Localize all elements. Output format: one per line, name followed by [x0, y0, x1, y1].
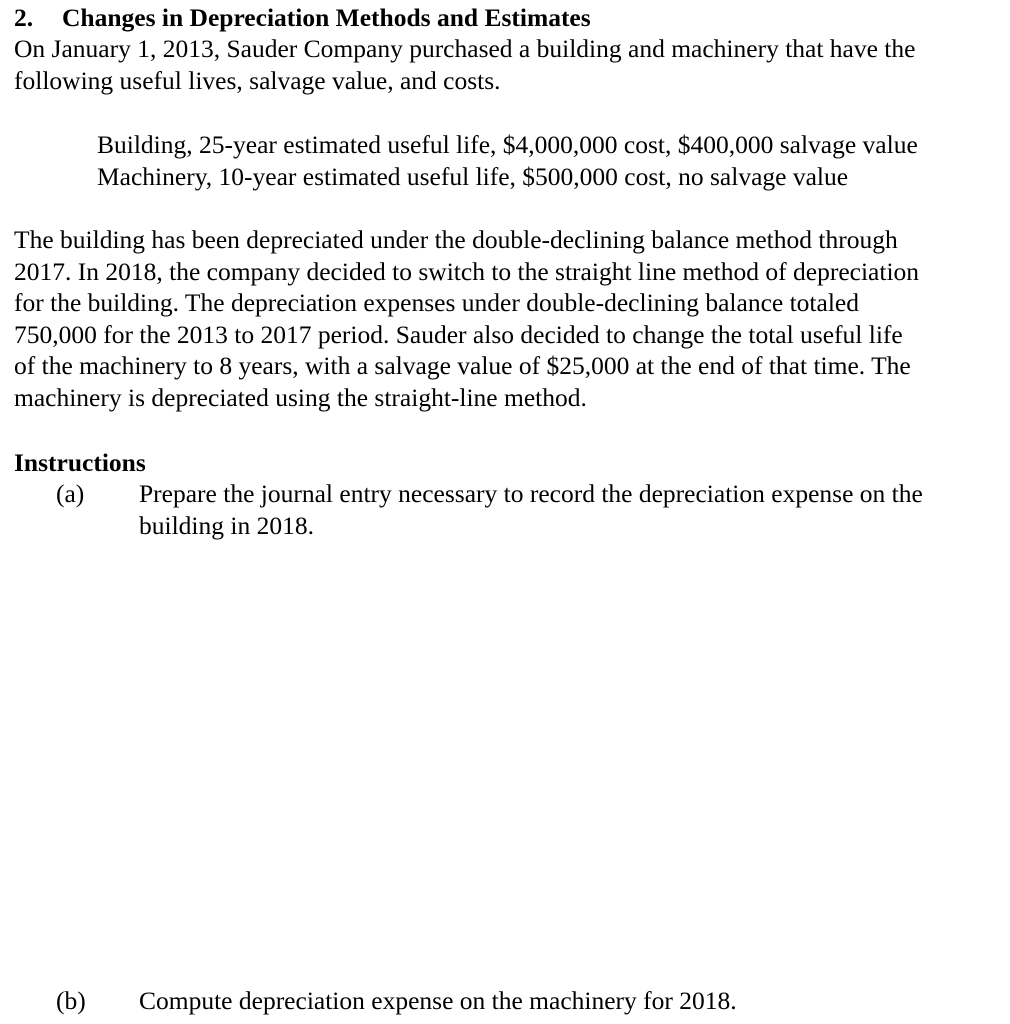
- asset-building: Building, 25-year estimated useful life, $4,000,000 cost, $400,000 salvage value: [97, 130, 918, 159]
- instruction-text-a: [139, 478, 999, 541]
- asset-machinery: Machinery, 10-year estimated useful life, $500,000 cost, no salvage value: [97, 161, 849, 191]
- instruction-line: building in 2018.: [139, 510, 314, 540]
- body-line: 2017. In 2018, the company decided to switch to the straight line method of depreciation: [14, 256, 920, 286]
- instruction-label-a: (a): [56, 479, 85, 508]
- instruction-text-b: [139, 985, 999, 1017]
- asset-list: [97, 129, 997, 192]
- body-line: of the machinery to 8 years, with a salvage value of $25,000 at the end of that time. The: [14, 351, 911, 380]
- problem-body: [14, 224, 1004, 413]
- instruction-line: Compute depreciation expense on the machinery for 2018.: [139, 986, 737, 1015]
- body-line: The building has been depreciated under the double-declining balance method through: [14, 225, 898, 254]
- instruction-line: Prepare the journal entry necessary to record the depreciation expense on the: [139, 479, 923, 508]
- problem-intro: [14, 33, 999, 96]
- problem-heading: [14, 2, 591, 34]
- body-line: for the building. The depreciation expenses under double-declining balance totaled: [14, 288, 859, 317]
- instructions-heading: Instructions: [14, 448, 146, 477]
- body-line: machinery is depreciated using the straight-line method.: [14, 382, 587, 412]
- intro-line: On January 1, 2013, Sauder Company purchased a building and machinery that have the: [14, 34, 916, 63]
- problem-number: 2.: [14, 3, 34, 32]
- instruction-label-b: (b): [56, 986, 86, 1015]
- intro-line: following useful lives, salvage value, and costs.: [14, 65, 501, 95]
- problem-title: Changes in Depreciation Methods and Estimates: [62, 3, 591, 32]
- body-line: 750,000 for the 2013 to 2017 period. Sauder also decided to change the total useful life: [14, 319, 903, 349]
